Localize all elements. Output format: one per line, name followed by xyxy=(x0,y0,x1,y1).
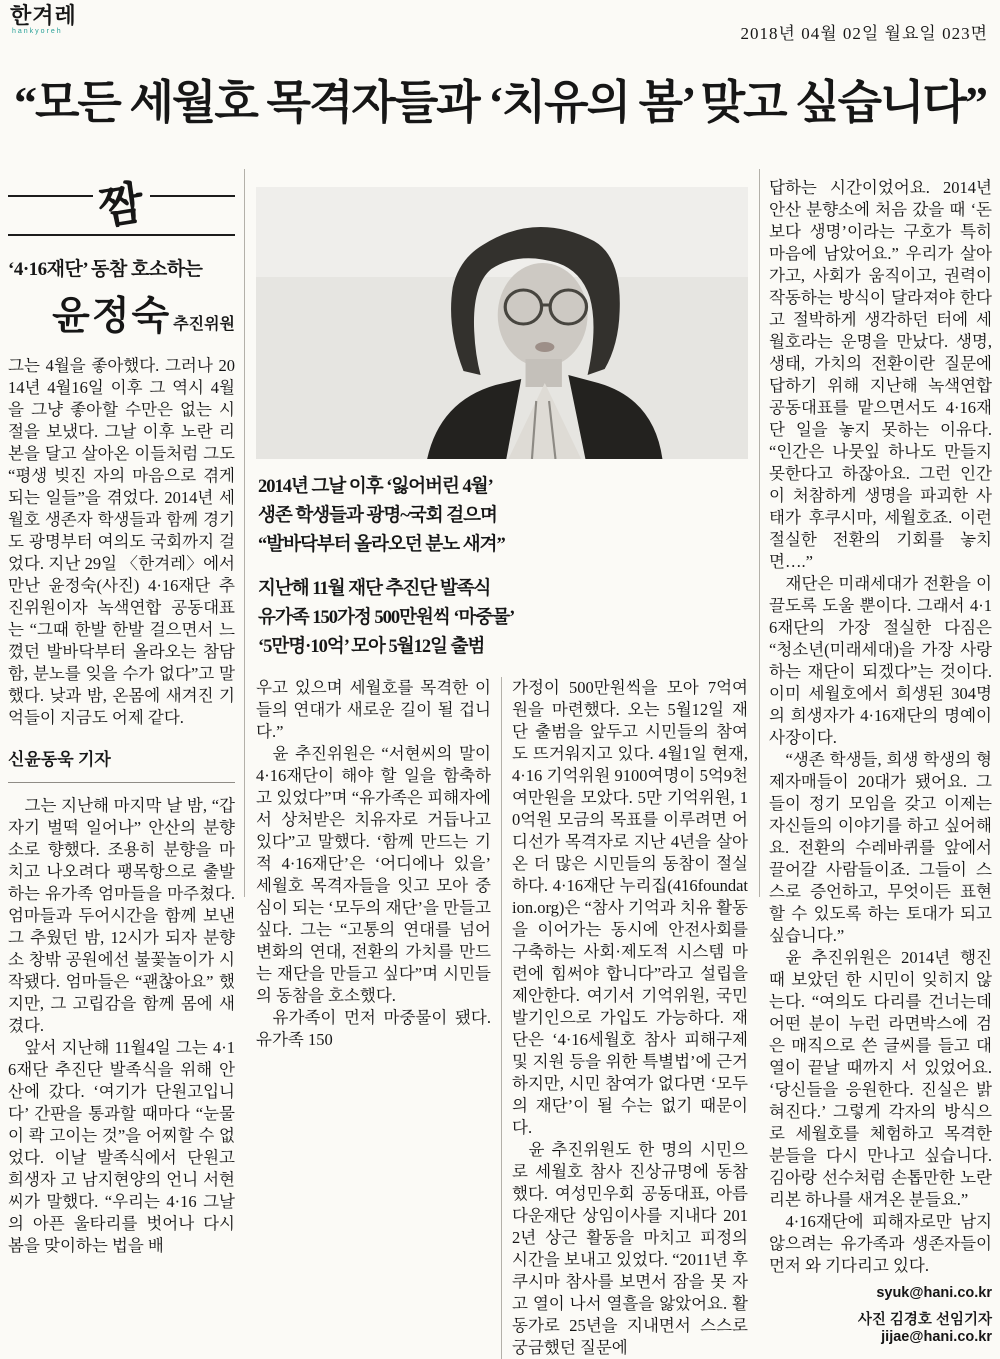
logo-text: 한겨레 xyxy=(10,3,77,28)
middle-section xyxy=(244,169,760,1357)
logo-subtext: hankyoreh xyxy=(12,28,63,35)
column-1 xyxy=(8,169,244,1255)
jjam-calligraphy: 짬 xyxy=(95,176,148,234)
byline-divider xyxy=(8,782,235,783)
column-3-body: 가정이 500만원씩을 모아 7억여원을 마련했다. 오는 5월12일 재단 출범을 앞두고 시민들의 참여도 뜨거워지고 있다. 4월1일 현재, 4·16 기억위원 9100여명이 5억9천여만원을 모았다. 5만 기억위원, 10억원 모금의 목표를 이루려면 어디선가 목격자로 지난 4년을 살아온 더 많은 시민들의 동참이 절실하다. 4·16재단 누리집(416foundation.org)은 “참사 기억과 치유 활동을 이어가는 동시에 안전사회를 구축하는 사회·제도적 시스템 마련에 힘써야 합니다”라고 설립을 제안한다. 여기서 기억위원, 국민발기인으로 가입도 가능하다. 재단은 ‘4·16세월호 참사 피해구제 및 지원 등을 위한 특별법’에 근거하지만, 시민 참여가 없다면 ‘모두의 재단’이 될 수는 없기 때문이다. 윤 추진위원도 한 명의 시민으로 세월호 참사 진상규명에 동참했다. 여성민우회 공동대표, 아름다운재단 상임이사를 지내다 2012년 상근 활동을 마치고 피정의 시간을 보내고 있었다. “2011년 후쿠시마 참사를 보면서 잠을 못 자고 열이 나서 열흘을 앓았어요. 활동가로 25년을 지내면서 스스로 궁금했던 질문에 xyxy=(512,677,748,1357)
reporter-email: syuk@hani.co.kr xyxy=(876,1284,992,1301)
interviewee-title: 추진위원 xyxy=(173,315,235,333)
middle-columns xyxy=(256,677,748,1359)
deck-group-2: 지난해 11월 재단 추진단 발족식 유가족 150가정 500만원씩 ‘마중물’ ‘5만명·10억’ 모아 5월12일 출범 xyxy=(258,578,515,657)
portrait-photo xyxy=(256,187,748,459)
jjam-section-logo xyxy=(8,176,235,236)
intro-paragraph: 그는 4월을 좋아했다. 그러나 2014년 4월16일 이후 그 역시 4월을 그냥 좋아할 수만은 없는 시절을 보냈다. 그날 이후 노란 리본을 달고 살아온 이들처럼 그도 “평생 빚진 자의 마음으로 겪게 되는 일들”을 겪었다. 2014년 세월호 생존자 학생들과 함께 경기도 광명부터 여의도 국회까지 걸었다. 지난 29일 〈한겨레〉에서 만난 윤정숙(사진) 4·16재단 추진위원이자 녹색연합 공동대표는 “그때 한발 한발 걸으면서 느꼈던 발바닥부터 올라오는 참담함, 분노를 잊을 수가 없다”고 말했다. 낮과 밤, 온몸에 새겨진 기억들이 지금도 어제 같다. xyxy=(8,355,235,727)
column4-body: 답하는 시간이었어요. 2014년 안산 분향소에 처음 갔을 때 ‘돈보다 생명’이라는 구호가 특히 마음에 남았어요.” 우리가 살아가고, 사회가 움직이고, 권력이 작동하는 방식이 달라져야 한다고 절박하게 생각하던 터에 세월호라는 운명을 만났다. 생명, 생태, 가치의 전환이란 질문에 답하기 위해 지난해 녹색연합 공동대표를 맡으면서도 4·16재단 일을 놓지 못하는 이유다. “인간은 나뭇잎 하나도 만들지 못한다고 하잖아요. 그런 인간이 처참하게 생명을 파괴한 사태가 후쿠시마, 세월호죠. 이런 절실한 전환의 기회를 놓치면….” 재단은 미래세대가 전환을 이끌도록 도울 뿐이다. 그래서 4·16재단의 가장 절실한 다짐은 “청소년(미래세대)을 가장 사랑하는 재단이 되겠다”는 것이다. 이미 세월호에서 희생된 304명의 희생자가 4·16재단의 명예이사장이다. “생존 학생들, 희생 학생의 형제자매들이 20대가 됐어요. 그들이 정기 모임을 갖고 이제는 자신들의 이야기를 하고 싶어해요. 전환의 수레바퀴를 앞에서 끌어갈 사람들이죠. 그들이 스스로 증언하고, 무엇이든 표현할 수 있도록 하는 토대가 되고 싶습니다.” 윤 추진위원은 2014년 행진 때 보았던 한 시민이 잊히지 않는다. “여의도 다리를 건너는데 어떤 분이 누런 라면박스에 검은 매직으로 쓴 글씨를 들고 대열이 끝날 때까지 서 있었어요. ‘당신들을 응원한다. 진실은 밝혀진다.’ 그렇게 각자의 방식으로 세월호를 체험하고 목격한 분들을 다시 만나고 싶습니다. 김아랑 선수처럼 손톱만한 노란 리본 하나를 새겨온 분들요.” 4·16재단에 피해자로만 남지 않으려는 유가족과 생존자들이 먼저 와 기다리고 있다. xyxy=(769,177,992,1275)
main-headline: “모든 세월호 목격자들과 ‘치유의 봄’ 맞고 싶습니다” xyxy=(14,76,986,128)
deck-group-1: 2014년 그날 이후 ‘잃어버린 4월’ 생존 학생들과 광명~국회 걸으며 “발바닥부터 올라오던 분노 새겨” xyxy=(258,476,505,555)
date-page-line: 2018년 04월 02일 월요일 023면 xyxy=(740,24,988,43)
article-body xyxy=(0,169,1000,1357)
jjam-right-rule xyxy=(150,195,235,197)
kicker: ‘4·16재단’ 동참 호소하는 xyxy=(8,258,203,280)
column-4 xyxy=(769,169,992,1345)
interviewee-name-row xyxy=(8,285,235,341)
column-2-body: 우고 있으며 세월호를 목격한 이들의 연대가 새로운 길이 될 겁니다.” 윤 추진위원은 “서현씨의 말이 4·16재단이 해야 할 일을 함축하고 있었다”며 “유가족은 피해자에서 상처받은 치유자로 거듭나고 있다”고 말했다. ‘함께 만드는 기적 4·16재단’은 ‘어디에나 있을’ 세월호 목격자들을 잇고 모아 중심이 되는 ‘모두의 재단’을 만들고 싶다. 그는 “고통의 연대를 넘어 변화의 연대, 전환의 가치를 만드는 재단을 만들고 싶다”며 시민들의 동참을 호소했다. 유가족이 먼저 마중물이 됐다. 유가족 150 xyxy=(256,677,502,1359)
interviewee-name: 윤정숙 xyxy=(52,294,172,338)
photo-credit: 사진 김경호 선임기자 jijae@hani.co.kr xyxy=(857,1311,992,1345)
jjam-left-rule xyxy=(8,195,93,197)
byline: 신윤동욱 기자 xyxy=(8,749,111,769)
hankyoreh-logo xyxy=(10,5,77,35)
credits xyxy=(769,1285,992,1345)
deck-headlines xyxy=(256,473,748,662)
column1-body: 그는 지난해 마지막 날 밤, “갑자기 벌떡 일어나” 안산의 분향소로 향했다. 조용히 분향을 마치고 나오려다 팽목항으로 출발하는 유가족 엄마들을 마주쳤다. 엄마들과 두어시간을 함께 보낸 그 추웠던 밤, 12시가 되자 분향소 창밖 공원에선 불꽃놀이가 시작됐다. 엄마들은 “괜찮아요” 했지만, 그 고립감을 함께 몸에 새겼다. 앞서 지난해 11월4일 그는 4·16재단 추진단 발족식을 위해 안산에 갔다. ‘여기가 단원고입니다’ 간판을 통과할 때마다 “눈물이 콱 고이는 것”을 어찌할 수 없었다. 이날 발족식에서 단원고 희생자 고 남지현양의 언니 서현씨가 말했다. “우리는 4·16 그날의 아픈 울타리를 벗어나 다시 봄을 맞이하는 법을 배 xyxy=(8,795,235,1255)
masthead xyxy=(0,0,1000,44)
